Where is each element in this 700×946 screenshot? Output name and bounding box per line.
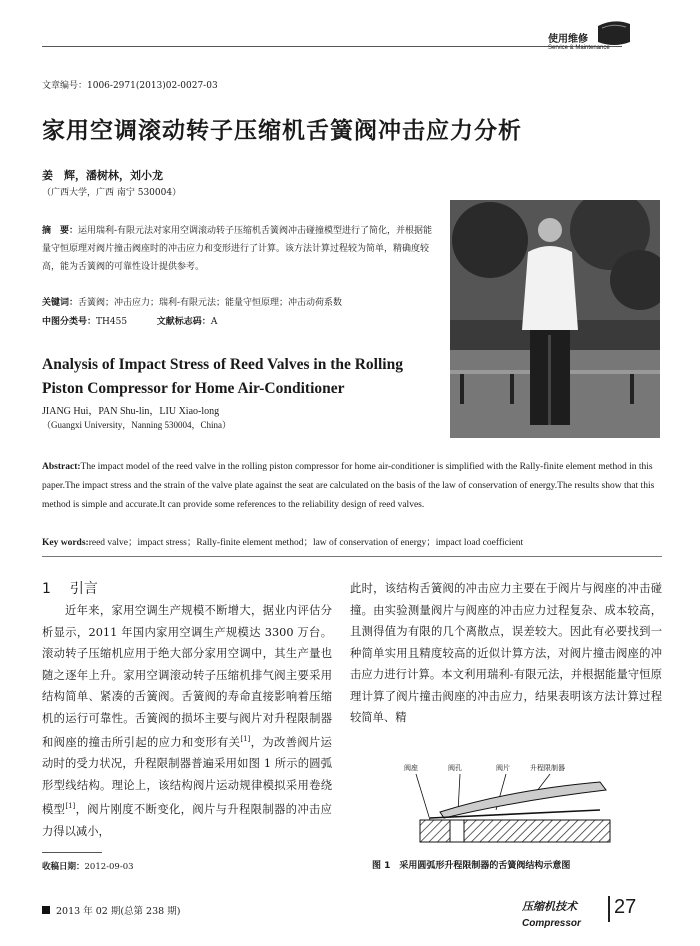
clc-label: 中图分类号：	[42, 317, 97, 327]
abstract-en-label: Abstract:	[42, 462, 81, 472]
journal-logo-en: Compressor	[522, 918, 581, 929]
figure-label-seat: 阀座	[404, 764, 418, 772]
paper-title-en: Analysis of Impact Stress of Reed Valves in the Rolling Piston Compressor for Home Air-Conditioner	[42, 356, 403, 397]
keywords-cn-text: 舌簧阀；冲击应力；瑞利-有限元法；能量守恒原理；冲击动荷系数	[78, 298, 343, 308]
clc-value: TH455	[96, 317, 128, 327]
column-tag-en: Service & Maintenance	[548, 45, 610, 51]
section-number: 1	[42, 581, 51, 597]
keywords-en	[42, 534, 662, 548]
section-heading	[42, 578, 98, 598]
affiliation-en: （Guangxi University，Nanning 530004，China）	[42, 420, 231, 430]
abstract-en-text: The impact model of the reed valve in the rolling piston compressor for home air-conditioner is simplified with the Rally-finite element method in this paper.The impact stress and the strain of the valve plate against the seat are calculated on the basis of the law of conservation of energy.The results show that this method is simple and accurate.It can provide some references to the reliability design of reed valves.	[42, 462, 655, 510]
figure-label-port: 阀孔	[448, 764, 462, 772]
lift-limiter	[440, 782, 606, 818]
keywords-cn-label: 关键词：	[42, 298, 79, 308]
paragraph-text: 近年来，家用空调生产规模不断增大，据业内评估分析显示，2011 年国内家用空调生产规模达 3300 万台。滚动转子压缩机应用于绝大部分家用空调中，其生产量也随之逐年上升。家用空调滚动转子压缩机排气阀主要采用结构简单、紧凑的舌簧阀。舌簧阀的寿命直接影响着压缩机的运行可靠性。舌簧阀的损坏主要与阀片对升程限制器和阀座的撞击所引起的应力和变形有关	[42, 604, 332, 749]
page-number: 27	[614, 896, 637, 918]
keywords-cn	[42, 295, 462, 308]
valve-seat	[420, 820, 610, 842]
abstract-en	[42, 458, 662, 515]
received-value: 2012-09-03	[84, 862, 134, 872]
journal-logo-cn: 压缩机技术	[522, 900, 577, 913]
valve-port	[450, 820, 464, 842]
abstract-cn-label: 摘 要：	[42, 226, 79, 236]
doc-code-label: 文献标志码：	[156, 317, 211, 327]
classification	[42, 314, 217, 327]
article-number: 文章编号：1006-2971(2013)02-0027-03	[42, 81, 218, 91]
keywords-en-label: Key words:	[42, 538, 89, 548]
figure-label-limiter: 升程限制器	[530, 764, 565, 772]
body-column-right: 此时，该结构舌簧阀的冲击应力主要在于阀片与阀座的冲击碰撞。由实验测量阀片与阀座的冲击应力过程复杂、成本较高，且测得值为有限的几个离散点，误差较大。因此有必要找到一种简单实用且精度较高的近似计算方法，对阀片撞击阀座的冲击应力进行计算。本文利用瑞利-有限元法，并根据能量守恒原理计算了阀片撞击阀座的冲击应力，结果表明该方法计算过程较简单、精	[350, 582, 662, 724]
body-column-left	[42, 600, 332, 842]
paragraph-text: ，阀片刚度不断变化，阀片与升程限制器的冲击应力得以减小，	[42, 803, 332, 838]
figure-label-plate: 阀片	[496, 764, 510, 772]
footer-divider	[608, 896, 610, 922]
received-date	[42, 860, 134, 872]
citation-ref: [1]	[240, 735, 251, 743]
paper-title: 家用空调滚动转子压缩机舌簧阀冲击应力分析	[42, 118, 522, 144]
section-title: 引言	[69, 581, 98, 597]
abstract-cn	[42, 222, 440, 276]
footer-issue: 2013 年 02 期(总第 238 期)	[56, 906, 181, 917]
abstract-cn-text: 运用瑞利-有限元法对家用空调滚动转子压缩机舌簧阀冲击碰撞模型进行了简化，并根据能量守恒原理对阀片撞击阀座时的冲击应力和变形进行了计算。该方法计算过程较为简单，精确度较高，能为舌簧阀的可靠性设计提供参考。	[42, 226, 433, 272]
footnote-rule	[42, 852, 102, 853]
keywords-en-text: reed valve；impact stress；Rally-finite element method；law of conservation of energy；impact load coefficient	[88, 538, 524, 548]
column-badge-icon	[594, 18, 634, 48]
author-photo	[450, 200, 660, 438]
affiliation: （广西大学，广西 南宁 530004）	[42, 188, 182, 198]
leader-line	[416, 774, 430, 820]
doc-code-value: A	[210, 317, 218, 327]
figure-1-diagram	[400, 760, 620, 850]
header-rule	[42, 46, 622, 47]
figure-1-caption: 图 1 采用圆弧形升程限制器的舌簧阀结构示意图	[372, 861, 571, 871]
citation-ref: [1]	[65, 802, 76, 811]
received-label: 收稿日期：	[42, 862, 85, 872]
abstract-rule	[42, 556, 662, 557]
authors-en: JIANG Hui，PAN Shu-lin，LIU Xiao-long	[42, 406, 220, 417]
authors: 姜 辉，潘树林，刘小龙	[42, 169, 163, 182]
footer-square-icon	[42, 906, 50, 914]
paragraph-text: ，为改善阀片运动时的受力状况，升程限制器普遍采用如图 1 所示的圆弧形型线结构。理论上，该结构阀片运动规律模拟采用卷绕模型	[42, 735, 332, 817]
column-tag: 使用维修	[548, 34, 588, 45]
journal-logo	[522, 898, 581, 929]
